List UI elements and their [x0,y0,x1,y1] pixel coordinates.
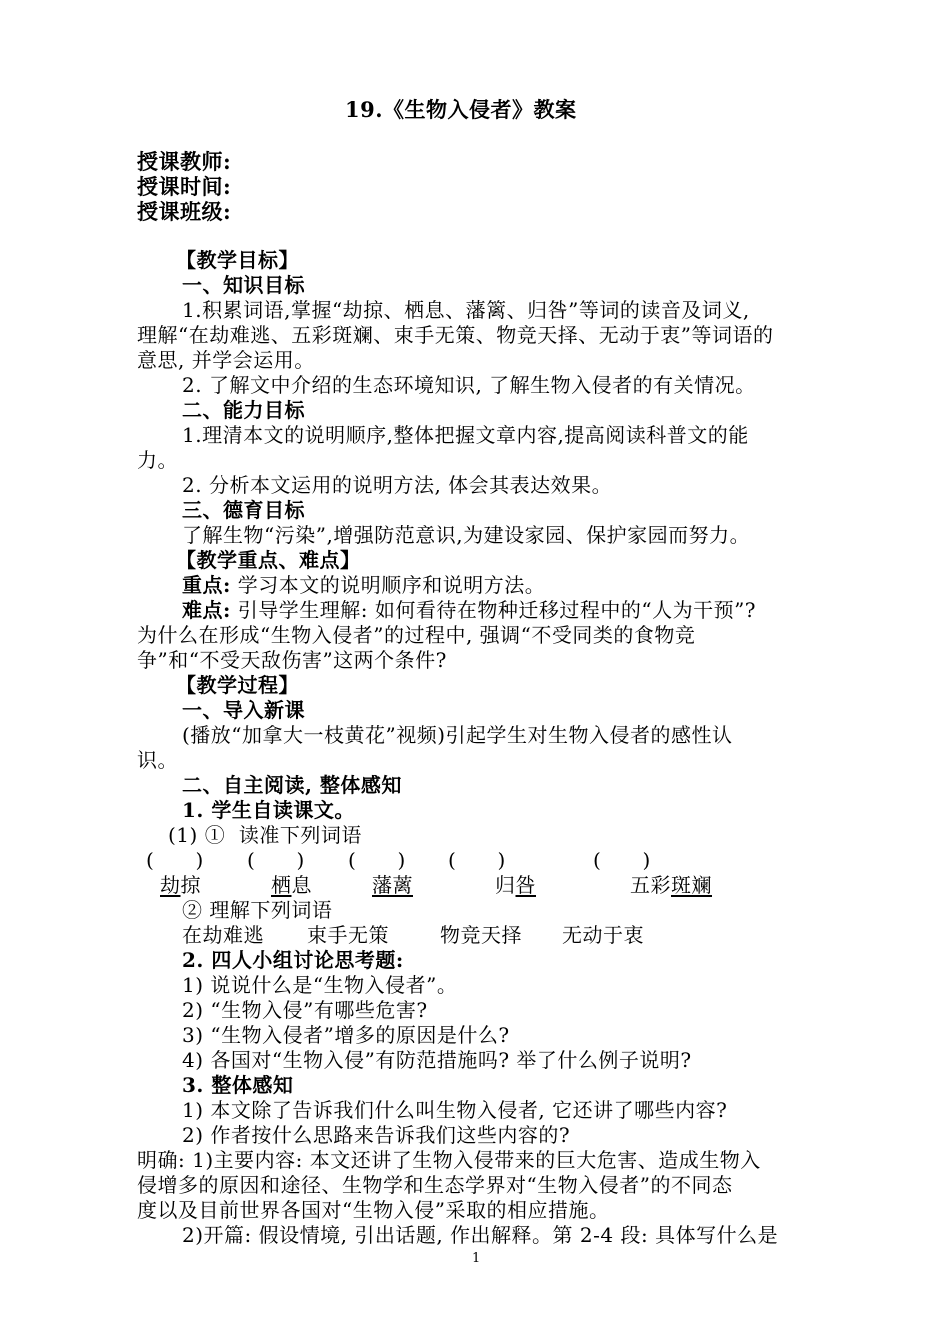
idiom: 在劫难逃 [182,923,264,947]
vocab-word: 藩蓠 [372,873,413,897]
ability-item-1b: 力。 [137,448,178,472]
difficulty-line-b: 为什么在形成“生物入侵者”的过程中, 强调“不受同类的食物竞 [137,623,696,647]
vocab-word: 五彩斑斓 [630,873,712,897]
teacher-field: 授课教师: [137,149,232,174]
question-1: 1) 说说什么是“生物入侵者”。 [182,973,458,997]
step-2: 2. 四人小组讨论思考题: [182,948,404,972]
pinyin-blank: ( ) [247,848,305,872]
difficulty-line-c: 争”和“不受天敌伤害”这两个条件? [137,648,447,672]
pinyin-blank: ( ) [348,848,406,872]
goals-heading: 【教学目标】 [176,248,299,272]
vocab-word: 劫掠 [160,873,201,897]
difficulty-text-a: 引导学生理解: 如何看待在物种迁移过程中的“人为干预”? [230,598,757,622]
pinyin-blank: ( ) [146,848,204,872]
idiom: 无动于衷 [562,923,644,947]
question-3: 3) “生物入侵者”增多的原因是什么? [182,1023,510,1047]
knowledge-heading: 一、知识目标 [182,273,305,297]
vocab-word: 栖息 [271,873,312,897]
vocab-word: 归咎 [495,873,536,897]
answer-line-d: 2)开篇: 假设情境, 引出话题, 作出解释。第 2-4 段: 具体写什么是 [182,1223,779,1247]
process-heading: 【教学过程】 [176,673,299,697]
ability-item-2: 2. 分析本文运用的说明方法, 体会其表达效果。 [182,473,613,497]
knowledge-item-1b: 理解“在劫难逃、五彩斑斓、束手无策、物竞天择、无动于衷”等词语的 [137,323,774,347]
answer-line-a: 明确: 1)主要内容: 本文还讲了生物入侵带来的巨大危害、造成生物入 [137,1148,761,1172]
question-2: 2) “生物入侵”有哪些危害? [182,998,428,1022]
question-4: 4) 各国对“生物入侵”有防范措施吗? 举了什么例子说明? [182,1048,692,1072]
pinyin-blank: ( ) [593,848,651,872]
page-number: 1 [472,1251,481,1266]
intro-line-b: 识。 [137,748,178,772]
perception-2: 2) 作者按什么思路来告诉我们这些内容的? [182,1123,571,1147]
ability-item-1a: 1.理清本文的说明顺序,整体把握文章内容,提高阅读科普文的能 [182,423,749,447]
knowledge-item-1c: 意思, 并学会运用。 [137,348,315,372]
answer-line-c: 度以及目前世界各国对“生物入侵”采取的相应措施。 [137,1198,610,1222]
step-3: 3. 整体感知 [182,1073,294,1097]
perception-1: 1) 本文除了告诉我们什么叫生物入侵者, 它还讲了哪些内容? [182,1098,728,1122]
moral-heading: 三、德育目标 [182,498,305,522]
knowledge-item-2: 2. 了解文中介绍的生态环境知识, 了解生物入侵者的有关情况。 [182,373,756,397]
pinyin-blank: ( ) [448,848,506,872]
step-1-2: ② 理解下列词语 [182,898,333,922]
doc-title: 19.《生物入侵者》教案 [345,97,577,122]
class-field: 授课班级: [137,199,232,224]
idiom: 束手无策 [307,923,389,947]
difficulty-line-a [182,598,756,623]
intro-heading: 一、导入新课 [182,698,305,722]
intro-line-a: (播放“加拿大一枝黄花”视频)引起学生对生物入侵者的感性认 [182,723,733,747]
difficulty-label: 难点: [182,598,231,622]
idiom: 物竞天择 [440,923,522,947]
knowledge-item-1a: 1.积累词语,掌握“劫掠、栖息、藩篱、归咎”等词的读音及词义, [182,298,750,322]
focus-text: 学习本文的说明顺序和说明方法。 [230,573,546,597]
step-1: 1. 学生自读课文。 [182,798,355,822]
key-points-heading: 【教学重点、难点】 [176,548,361,572]
focus-line [182,573,545,598]
moral-item: 了解生物“污染”,增强防范意识,为建设家园、保护家园而努力。 [182,523,751,547]
step-1-1: (1) ① 读准下列词语 [168,823,362,847]
focus-label: 重点: [182,573,231,597]
ability-heading: 二、能力目标 [182,398,305,422]
time-field: 授课时间: [137,174,232,199]
reading-heading: 二、自主阅读, 整体感知 [182,773,402,797]
answer-line-b: 侵增多的原因和途径、生物学和生态学界对“生物入侵者”的不同态 [137,1173,733,1197]
